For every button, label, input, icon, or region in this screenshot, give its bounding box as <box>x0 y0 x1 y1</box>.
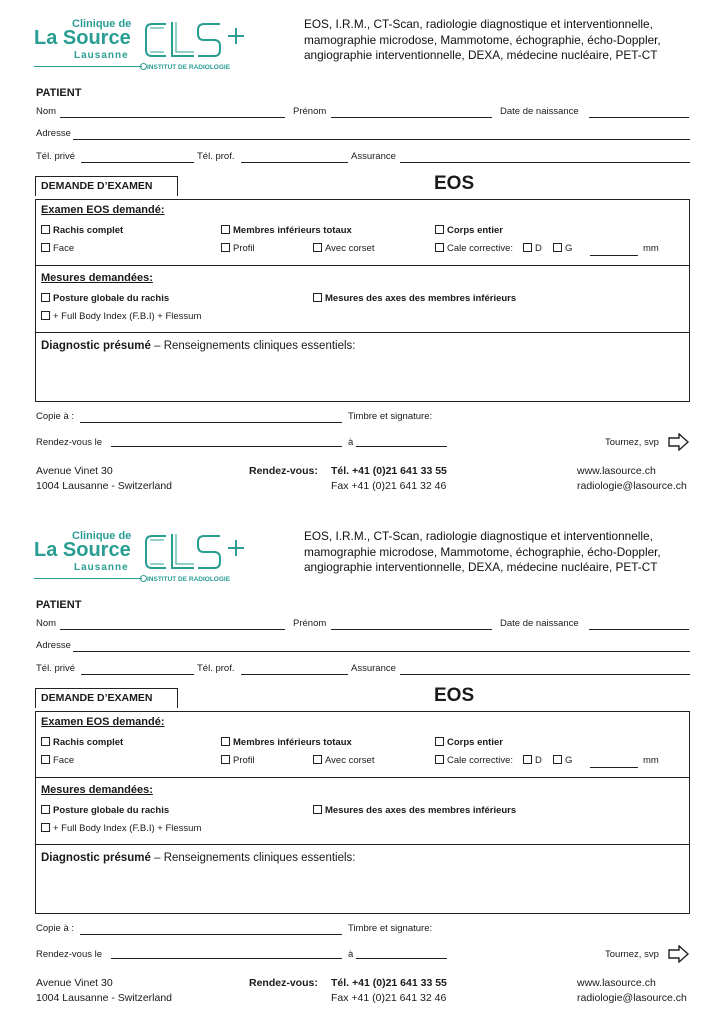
membres-inferieurs-label: Membres inférieurs totaux <box>233 225 352 236</box>
patient-heading: PATIENT <box>36 599 82 611</box>
cale-mm-field[interactable] <box>590 255 638 256</box>
tel-prof-field[interactable] <box>241 674 348 675</box>
arrow-right-icon[interactable] <box>668 433 690 451</box>
adresse-label: Adresse <box>36 128 71 139</box>
posture-label: Posture globale du rachis <box>53 805 170 816</box>
tournez-label: Tournez, svp <box>605 437 659 448</box>
adresse-field[interactable] <box>73 651 690 652</box>
nom-field[interactable] <box>60 117 285 118</box>
avec-corset-label: Avec corset <box>325 755 375 766</box>
cale-corrective-label: Cale corrective: <box>447 243 513 254</box>
copie-label: Copie à : <box>36 411 75 422</box>
patient-heading: PATIENT <box>36 87 82 99</box>
nom-label: Nom <box>36 106 57 117</box>
diagnostic-bold: Diagnostic présumé <box>41 340 151 352</box>
fbi-checkbox[interactable] <box>41 823 201 834</box>
rendez-vous-le-label: Rendez-vous le <box>36 437 103 448</box>
website-link[interactable]: www.lasource.ch <box>577 977 656 989</box>
diagnostic-heading <box>41 340 355 352</box>
checkbox-icon <box>41 805 50 814</box>
timbre-label: Timbre et signature: <box>348 411 433 422</box>
prenom-field[interactable] <box>331 629 492 630</box>
logo-lausanne: Lausanne <box>74 562 129 573</box>
date-naissance-label: Date de naissance <box>500 106 579 117</box>
cale-d-checkbox[interactable] <box>523 243 542 254</box>
assurance-label: Assurance <box>351 151 396 162</box>
address-line-1: Avenue Vinet 30 <box>36 977 113 989</box>
tel-prive-label: Tél. privé <box>36 663 76 674</box>
rachis-complet-label: Rachis complet <box>53 737 124 748</box>
checkbox-icon <box>221 243 230 252</box>
tel-prive-field[interactable] <box>81 674 194 675</box>
logo-rule <box>34 578 142 579</box>
checkbox-icon <box>313 243 322 252</box>
logo-institut: INSTITUT DE RADIOLOGIE <box>147 64 231 71</box>
mesures-axes-label: Mesures des axes des membres inférieurs <box>325 293 517 304</box>
logo <box>34 16 249 74</box>
services-line: angiographie interventionnelle, DEXA, médecine nucléaire, PET-CT <box>304 560 658 574</box>
corps-entier-label: Corps entier <box>447 225 503 236</box>
section-divider <box>35 265 690 266</box>
logo-circle-icon <box>140 575 147 582</box>
rachis-complet-label: Rachis complet <box>53 225 124 236</box>
services-line: angiographie interventionnelle, DEXA, médecine nucléaire, PET-CT <box>304 48 658 62</box>
tournez-label: Tournez, svp <box>605 949 659 960</box>
cale-corrective-label: Cale corrective: <box>447 755 513 766</box>
checkbox-icon <box>41 243 50 252</box>
profil-checkbox[interactable] <box>221 243 255 254</box>
address-line-1: Avenue Vinet 30 <box>36 465 113 477</box>
checkbox-icon <box>435 737 444 746</box>
avec-corset-label: Avec corset <box>325 243 375 254</box>
posture-checkbox[interactable] <box>41 293 169 304</box>
examen-heading: Examen EOS demandé: <box>41 204 165 216</box>
diagnostic-field[interactable] <box>38 358 686 398</box>
checkbox-icon <box>435 755 444 764</box>
tel-prive-label: Tél. privé <box>36 151 76 162</box>
checkbox-icon <box>435 243 444 252</box>
demande-heading: DEMANDE D’EXAMEN <box>35 688 178 708</box>
a-label: à <box>348 437 354 448</box>
logo-clinique-de: Clinique de <box>72 530 132 542</box>
mm-label: mm <box>643 755 659 766</box>
mesures-axes-checkbox[interactable] <box>313 293 516 304</box>
demande-heading: DEMANDE D’EXAMEN <box>35 176 178 196</box>
checkbox-icon <box>435 225 444 234</box>
assurance-field[interactable] <box>400 162 690 163</box>
checkbox-icon <box>221 755 230 764</box>
tel-prof-field[interactable] <box>241 162 348 163</box>
date-naissance-label: Date de naissance <box>500 618 579 629</box>
cale-corrective-checkbox[interactable] <box>435 755 513 766</box>
logo-la-source: La Source <box>34 27 131 49</box>
request-form <box>0 512 725 1024</box>
diagnostic-bold: Diagnostic présumé <box>41 852 151 864</box>
adresse-field[interactable] <box>73 139 690 140</box>
services-line: EOS, I.R.M., CT-Scan, radiologie diagnostique et interventionnelle, <box>304 529 653 543</box>
diagnostic-rest: – Renseignements cliniques essentiels: <box>150 852 356 864</box>
logo <box>34 528 249 586</box>
copie-label: Copie à : <box>36 923 75 934</box>
assurance-field[interactable] <box>400 674 690 675</box>
arrow-right-icon[interactable] <box>668 945 690 963</box>
prenom-label: Prénom <box>293 618 327 629</box>
address-line-2: 1004 Lausanne - Switzerland <box>36 480 173 492</box>
mesures-heading: Mesures demandées: <box>41 272 153 284</box>
face-checkbox[interactable] <box>41 755 74 766</box>
checkbox-icon <box>41 293 50 302</box>
services-list <box>304 529 661 576</box>
checkbox-icon <box>41 755 50 764</box>
checkbox-icon <box>41 311 50 320</box>
cale-g-label: G <box>565 755 573 766</box>
cale-g-label: G <box>565 243 573 254</box>
profil-label: Profil <box>233 243 255 254</box>
eos-title: EOS <box>434 173 475 194</box>
checkbox-icon <box>523 243 532 252</box>
timbre-label: Timbre et signature: <box>348 923 433 934</box>
diagnostic-field[interactable] <box>38 870 686 910</box>
fbi-label: + Full Body Index (F.B.I) + Flessum <box>53 311 202 322</box>
checkbox-icon <box>523 755 532 764</box>
avec-corset-checkbox[interactable] <box>313 755 374 766</box>
face-label: Face <box>53 755 75 766</box>
a-label: à <box>348 949 354 960</box>
fbi-label: + Full Body Index (F.B.I) + Flessum <box>53 823 202 834</box>
services-line: EOS, I.R.M., CT-Scan, radiologie diagnostique et interventionnelle, <box>304 17 653 31</box>
prenom-field[interactable] <box>331 117 492 118</box>
membres-inferieurs-checkbox[interactable] <box>221 737 352 748</box>
tel-prof-label: Tél. prof. <box>197 151 235 162</box>
profil-label: Profil <box>233 755 255 766</box>
phone-number: Tél. +41 (0)21 641 33 55 <box>331 465 447 477</box>
checkbox-icon <box>553 755 562 764</box>
diagnostic-rest: – Renseignements cliniques essentiels: <box>150 340 356 352</box>
email-link[interactable]: radiologie@lasource.ch <box>577 992 687 1004</box>
cale-g-checkbox[interactable] <box>553 243 572 254</box>
cls-logo-icon <box>142 530 248 574</box>
mesures-axes-label: Mesures des axes des membres inférieurs <box>325 805 517 816</box>
checkbox-icon <box>41 737 50 746</box>
cls-logo-icon <box>142 18 248 62</box>
mm-label: mm <box>643 243 659 254</box>
assurance-label: Assurance <box>351 663 396 674</box>
cale-corrective-checkbox[interactable] <box>435 243 513 254</box>
rendez-vous-date-field[interactable] <box>111 958 342 959</box>
address-line-2: 1004 Lausanne - Switzerland <box>36 992 173 1004</box>
checkbox-icon <box>221 225 230 234</box>
rachis-complet-checkbox[interactable] <box>41 225 123 236</box>
website-link[interactable]: www.lasource.ch <box>577 465 656 477</box>
tel-prof-label: Tél. prof. <box>197 663 235 674</box>
checkbox-icon <box>313 755 322 764</box>
nom-field[interactable] <box>60 629 285 630</box>
fax-number: Fax +41 (0)21 641 32 46 <box>331 480 447 492</box>
rendez-vous-heure-field[interactable] <box>356 446 447 447</box>
logo-institut: INSTITUT DE RADIOLOGIE <box>147 576 231 583</box>
cale-mm-field[interactable] <box>590 767 638 768</box>
email-link[interactable]: radiologie@lasource.ch <box>577 480 687 492</box>
checkbox-icon <box>313 805 322 814</box>
examen-heading: Examen EOS demandé: <box>41 716 165 728</box>
rdv-label: Rendez-vous: <box>249 977 318 989</box>
section-divider <box>35 332 690 333</box>
section-divider <box>35 844 690 845</box>
rachis-complet-checkbox[interactable] <box>41 737 123 748</box>
logo-lausanne: Lausanne <box>74 50 129 61</box>
services-line: mamographie microdose, Mammotome, échographie, écho-Doppler, <box>304 544 661 559</box>
copie-field[interactable] <box>80 934 342 935</box>
membres-inferieurs-checkbox[interactable] <box>221 225 352 236</box>
fax-number: Fax +41 (0)21 641 32 46 <box>331 992 447 1004</box>
section-divider <box>35 777 690 778</box>
checkbox-icon <box>313 293 322 302</box>
posture-checkbox[interactable] <box>41 805 169 816</box>
adresse-label: Adresse <box>36 640 71 651</box>
cale-d-label: D <box>535 243 542 254</box>
prenom-label: Prénom <box>293 106 327 117</box>
corps-entier-checkbox[interactable] <box>435 225 503 236</box>
face-checkbox[interactable] <box>41 243 74 254</box>
checkbox-icon <box>41 225 50 234</box>
rendez-vous-le-label: Rendez-vous le <box>36 949 103 960</box>
posture-label: Posture globale du rachis <box>53 293 170 304</box>
date-naissance-field[interactable] <box>589 629 689 630</box>
eos-title: EOS <box>434 685 475 706</box>
cale-g-checkbox[interactable] <box>553 755 572 766</box>
mesures-heading: Mesures demandées: <box>41 784 153 796</box>
profil-checkbox[interactable] <box>221 755 255 766</box>
tel-prive-field[interactable] <box>81 162 194 163</box>
logo-la-source: La Source <box>34 539 131 561</box>
services-list <box>304 17 661 64</box>
face-label: Face <box>53 243 75 254</box>
rdv-label: Rendez-vous: <box>249 465 318 477</box>
checkbox-icon <box>41 823 50 832</box>
nom-label: Nom <box>36 618 57 629</box>
cale-d-label: D <box>535 755 542 766</box>
corps-entier-label: Corps entier <box>447 737 503 748</box>
membres-inferieurs-label: Membres inférieurs totaux <box>233 737 352 748</box>
logo-clinique-de: Clinique de <box>72 18 132 30</box>
logo-rule <box>34 66 142 67</box>
diagnostic-heading <box>41 852 355 864</box>
date-naissance-field[interactable] <box>589 117 689 118</box>
avec-corset-checkbox[interactable] <box>313 243 374 254</box>
phone-number: Tél. +41 (0)21 641 33 55 <box>331 977 447 989</box>
mesures-axes-checkbox[interactable] <box>313 805 516 816</box>
services-line: mamographie microdose, Mammotome, échographie, écho-Doppler, <box>304 32 661 47</box>
cale-d-checkbox[interactable] <box>523 755 542 766</box>
logo-circle-icon <box>140 63 147 70</box>
rendez-vous-date-field[interactable] <box>111 446 342 447</box>
fbi-checkbox[interactable] <box>41 311 201 322</box>
checkbox-icon <box>553 243 562 252</box>
copie-field[interactable] <box>80 422 342 423</box>
corps-entier-checkbox[interactable] <box>435 737 503 748</box>
checkbox-icon <box>221 737 230 746</box>
rendez-vous-heure-field[interactable] <box>356 958 447 959</box>
